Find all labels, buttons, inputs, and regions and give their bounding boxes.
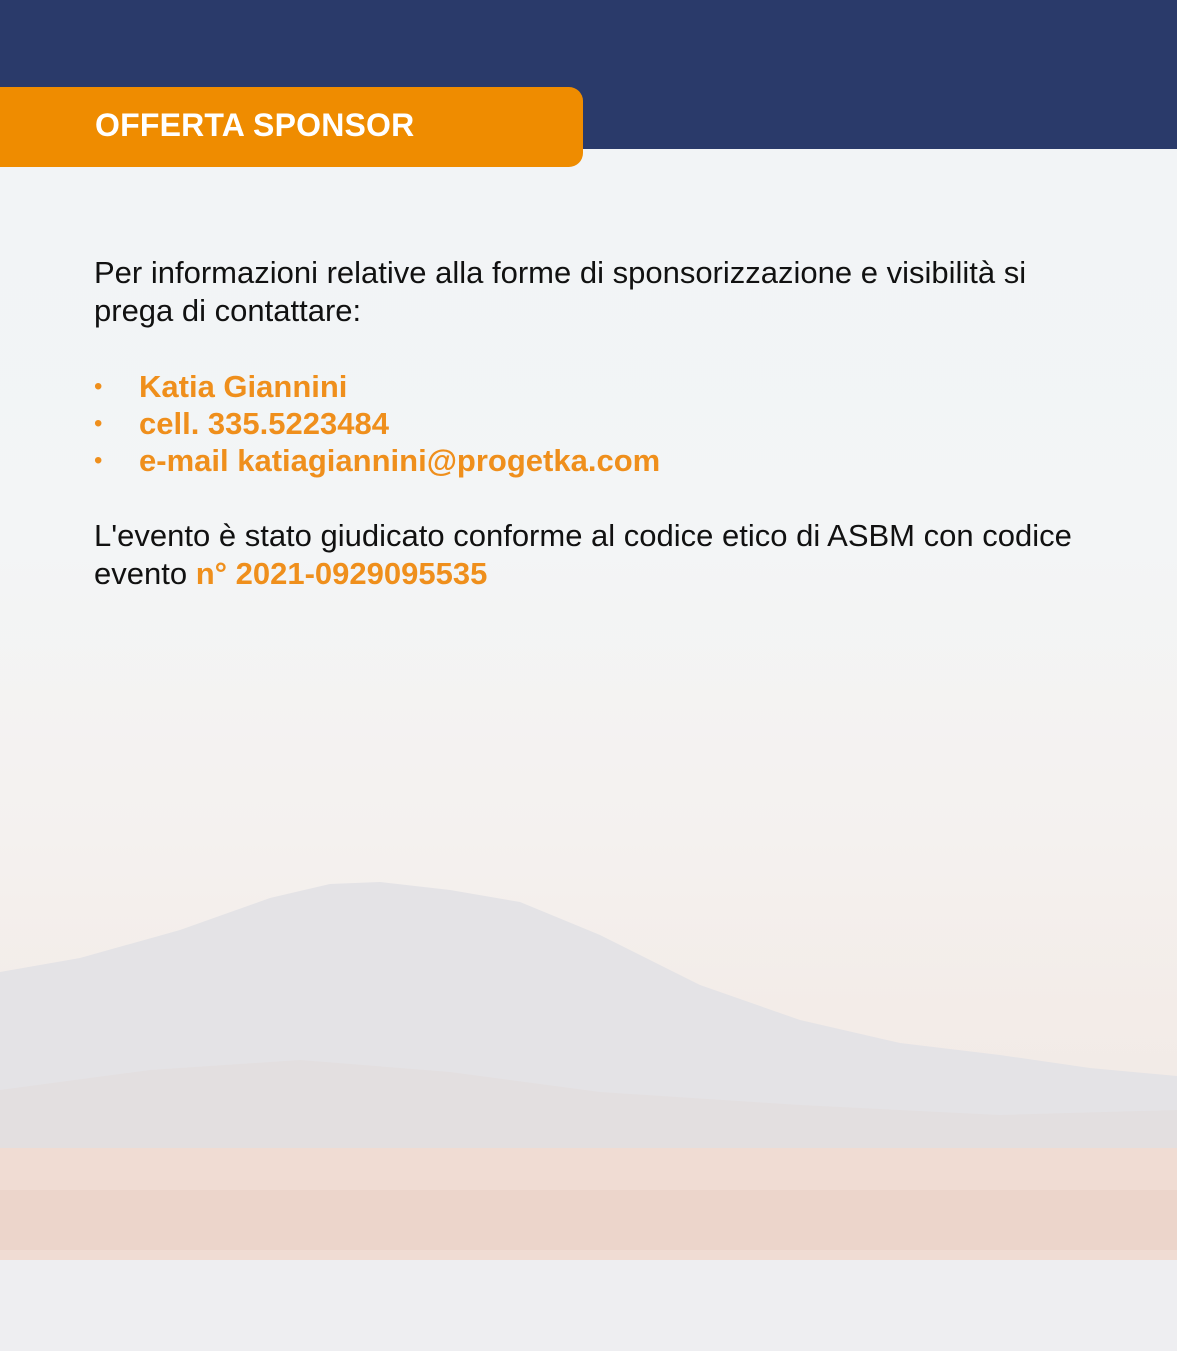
contact-email: [94, 442, 1114, 479]
contact-list: [94, 368, 1114, 479]
contact-phone-text: cell. 335.5223484: [139, 406, 389, 441]
town-shoreline-detail: [0, 1190, 1177, 1250]
main-content: [94, 254, 1114, 593]
contact-name-text: Katia Giannini: [139, 369, 348, 404]
page-title: OFFERTA SPONSOR: [95, 107, 415, 143]
volcano-landscape-background: [0, 860, 1177, 1351]
bullet-icon: •: [94, 373, 103, 400]
contact-name: [94, 368, 1114, 405]
event-code: n° 2021-0929095535: [195, 556, 488, 591]
bullet-icon: •: [94, 447, 103, 474]
contact-phone: [94, 405, 1114, 442]
sea: [0, 1260, 1177, 1351]
event-statement: [94, 517, 1114, 593]
contact-email-text: e-mail katiagiannini@progetka.com: [139, 443, 661, 478]
intro-text: Per informazioni relative alla forme di sponsorizzazione e visibilità si prega di contattare:: [94, 255, 1027, 328]
event-text: L'evento è stato giudicato conforme al codice etico di ASBM con codice evento: [94, 518, 1072, 591]
bullet-icon: •: [94, 410, 103, 437]
